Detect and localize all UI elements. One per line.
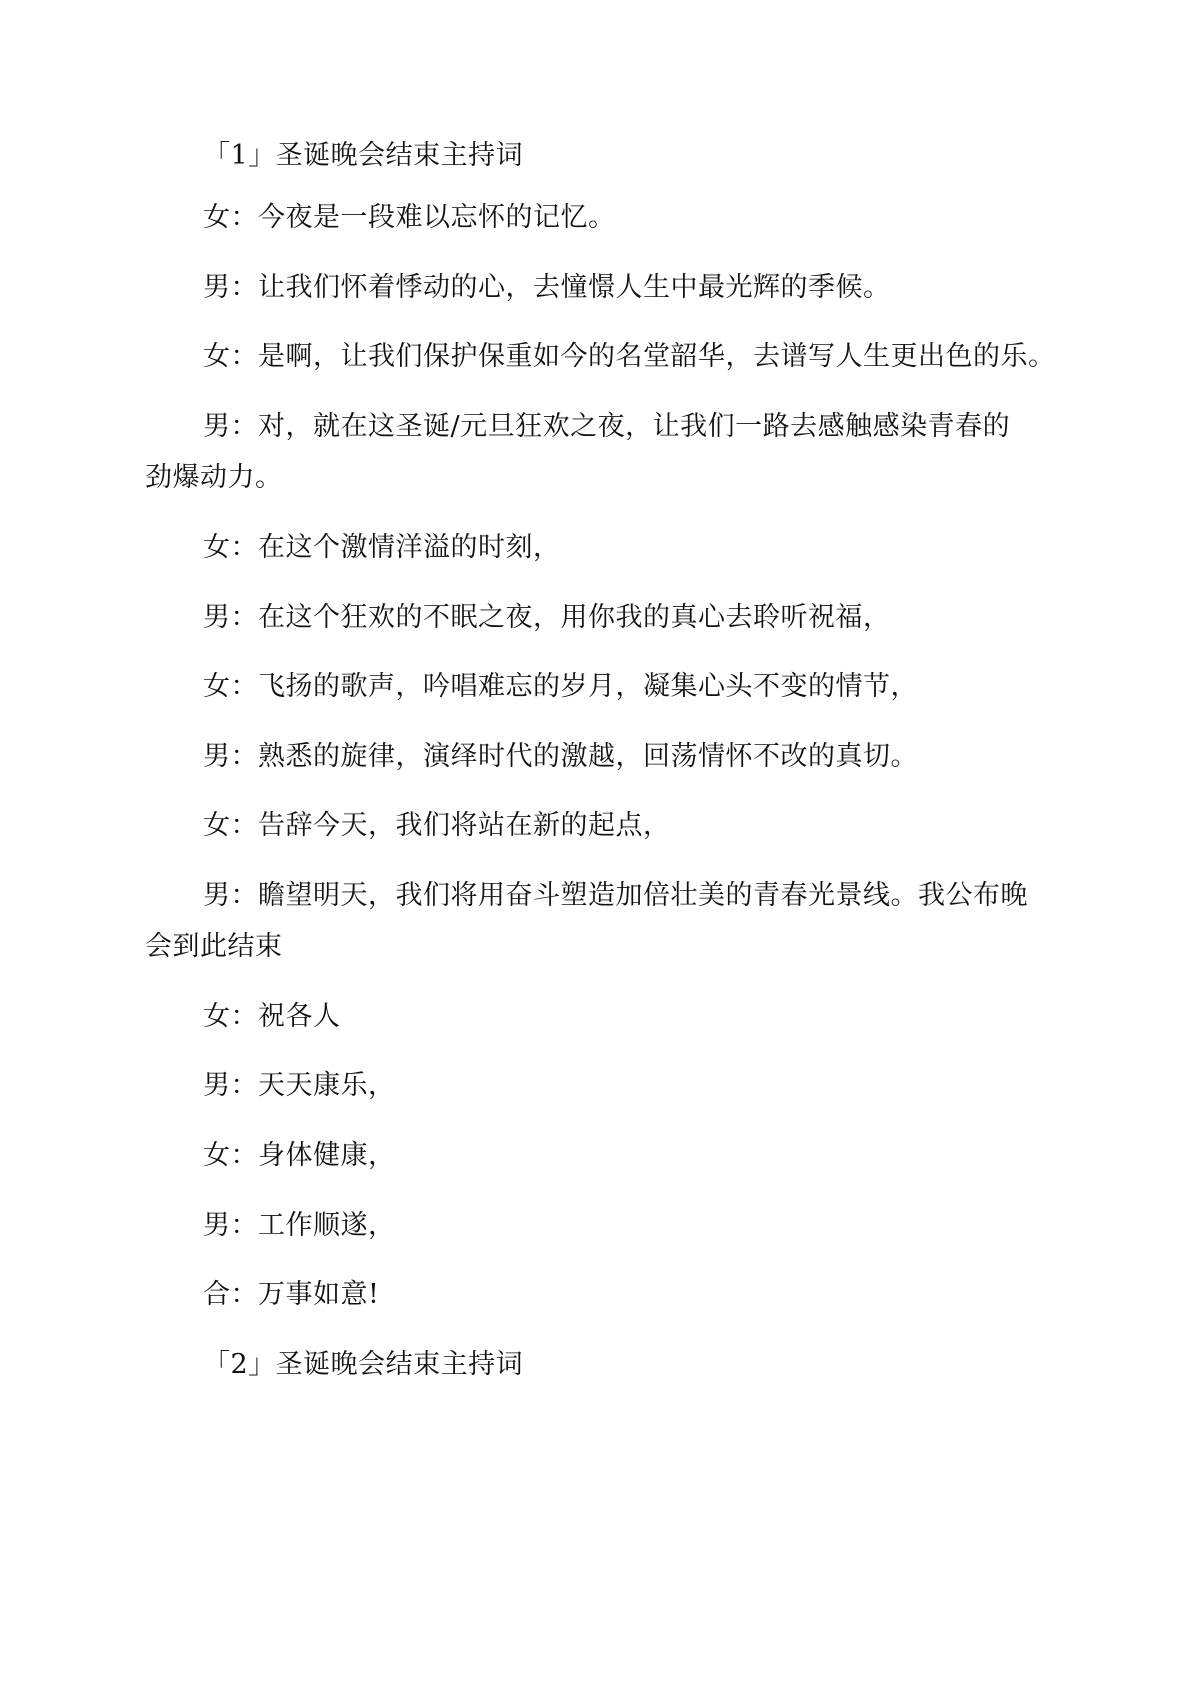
dialogue-line: 男：对，就在这圣诞/元旦狂欢之夜，让我们一路去感触感染青春的 [203, 411, 1011, 442]
dialogue-line: 男：让我们怀着悸动的心，去憧憬人生中最光辉的季候。 [203, 272, 891, 303]
dialogue-line: 女：是啊，让我们保护保重如今的名堂韶华，去谱写人生更出色的乐。 [203, 341, 1056, 372]
dialogue-line: 女：告辞今天，我们将站在新的起点， [203, 810, 671, 841]
section-heading-1: 「1」圣诞晚会结束主持词 [203, 140, 524, 171]
dialogue-line: 女：身体健康， [203, 1140, 396, 1171]
dialogue-line: 男：天天康乐， [203, 1070, 396, 1101]
dialogue-line: 男：工作顺遂， [203, 1210, 396, 1241]
section-heading-2: 「2」圣诞晚会结束主持词 [203, 1349, 524, 1380]
dialogue-line: 女：祝各人 [203, 1001, 341, 1032]
dialogue-line: 女：今夜是一段难以忘怀的记忆。 [203, 202, 616, 233]
dialogue-line: 女：飞扬的歌声，吟唱难忘的岁月，凝集心头不变的情节， [203, 671, 918, 702]
dialogue-line: 女：在这个激情洋溢的时刻， [203, 532, 561, 563]
dialogue-line-continuation: 会到此结束 [145, 931, 283, 962]
dialogue-line-continuation: 劲爆动力。 [145, 462, 283, 493]
dialogue-line: 男：熟悉的旋律，演绎时代的激越，回荡情怀不改的真切。 [203, 741, 918, 772]
dialogue-line: 男：瞻望明天，我们将用奋斗塑造加倍壮美的青春光景线。我公布晚 [203, 880, 1028, 911]
dialogue-line: 合：万事如意! [203, 1279, 380, 1310]
dialogue-line: 男：在这个狂欢的不眠之夜，用你我的真心去聆听祝福， [203, 602, 891, 633]
